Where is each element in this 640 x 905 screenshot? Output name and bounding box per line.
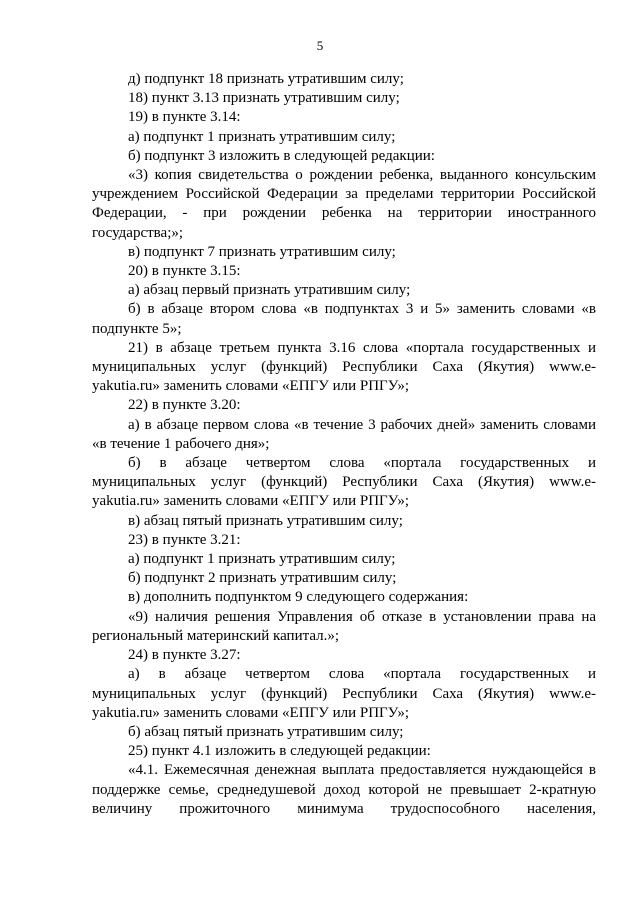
paragraph: 24) в пункте 3.27: xyxy=(128,647,241,664)
document-body xyxy=(92,70,596,819)
paragraph: 19) в пункте 3.14: xyxy=(128,109,241,126)
paragraph: а) подпункт 1 признать утратившим силу; xyxy=(128,551,396,568)
paragraph: в) подпункт 7 признать утратившим силу; xyxy=(128,243,396,260)
paragraph: в) дополнить подпунктом 9 следующего содержания: xyxy=(128,589,469,606)
paragraph: «4.1. Ежемесячная денежная выплата предоставляется нуждающейся в поддержке семье, среднедушевой доход которой не превышает 2-кратную величину прожиточного минимума трудоспособного населения, xyxy=(92,762,596,817)
paragraph: а) в абзаце четвертом слова «портала государственных и муниципальных услуг (функций) Республики Саха (Якутия) www.e-yakutia.ru» заменить словами «ЕПГУ или РПГУ»; xyxy=(92,666,596,721)
paragraph: 25) пункт 4.1 изложить в следующей редакции: xyxy=(128,743,431,760)
paragraph: б) в абзаце втором слова «в подпунктах 3 и 5» заменить словами «в подпункте 5»; xyxy=(92,301,596,337)
page-number: 5 xyxy=(316,38,324,53)
paragraph: а) абзац первый признать утратившим силу; xyxy=(128,282,411,299)
paragraph: 23) в пункте 3.21: xyxy=(128,531,241,548)
paragraph: б) абзац пятый признать утратившим силу; xyxy=(128,723,404,740)
paragraph: а) подпункт 1 признать утратившим силу; xyxy=(128,128,396,145)
paragraph: 22) в пункте 3.20: xyxy=(128,397,241,414)
paragraph: а) в абзаце первом слова «в течение 3 рабочих дней» заменить словами «в течение 1 рабочего дня»; xyxy=(92,416,596,452)
paragraph: 20) в пункте 3.15: xyxy=(128,263,241,280)
paragraph: б) в абзаце четвертом слова «портала государственных и муниципальных услуг (функций) Республики Саха (Якутия) www.e-yakutia.ru» заменить словами «ЕПГУ или РПГУ»; xyxy=(92,455,596,510)
paragraph: д) подпункт 18 признать утратившим силу; xyxy=(128,71,404,87)
paragraph: б) подпункт 2 признать утратившим силу; xyxy=(128,570,397,587)
paragraph: 18) пункт 3.13 признать утратившим силу; xyxy=(128,90,400,107)
paragraph: «3) копия свидетельства о рождении ребенка, выданного консульским учреждением Российской Федерации за пределами территории Российской Федерации, - при рождении ребенка на территории иностранного государства;»; xyxy=(92,167,596,241)
paragraph: «9) наличия решения Управления об отказе в установлении права на региональный материнский капитал.»; xyxy=(92,608,596,644)
paragraph: 21) в абзаце третьем пункта 3.16 слова «портала государственных и муниципальных услуг (функций) Республики Саха (Якутия) www.e-yakutia.ru» заменить словами «ЕПГУ или РПГУ»; xyxy=(92,339,596,395)
paragraph: в) абзац пятый признать утратившим силу; xyxy=(128,512,403,529)
paragraph: б) подпункт 3 изложить в следующей редакции: xyxy=(128,147,435,164)
